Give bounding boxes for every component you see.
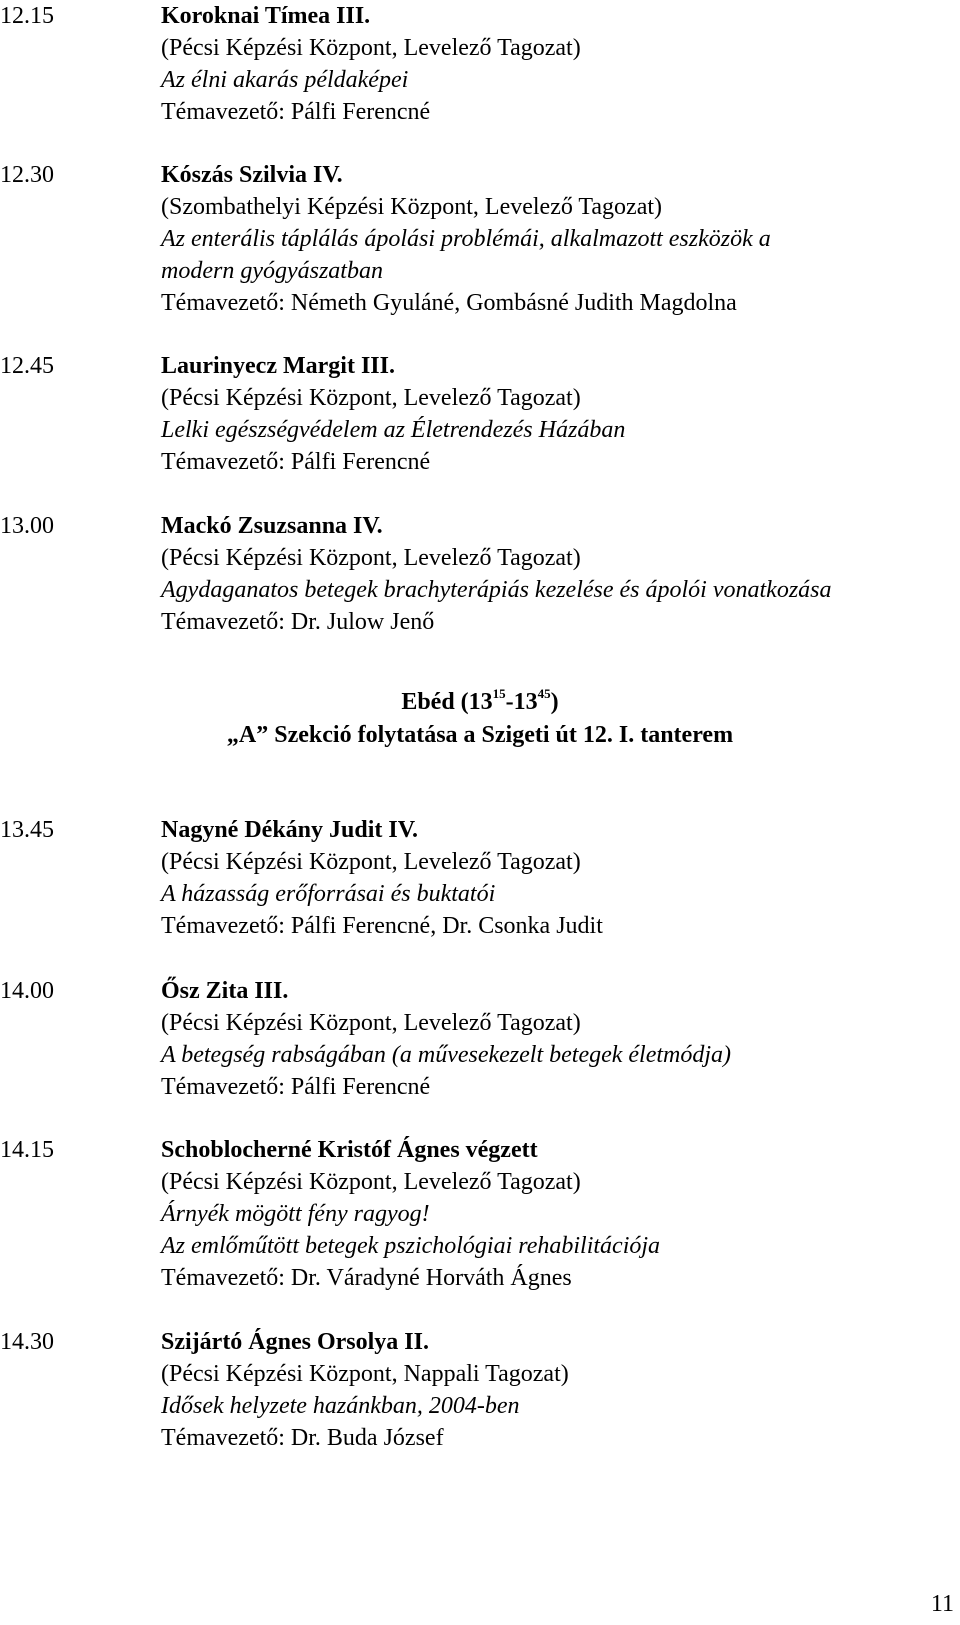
presentation-title: A betegség rabságában (a művesekezelt betegek életmódja) [161,1042,732,1068]
entry-time: 13.45 [0,817,54,843]
presentation-title: Lelki egészségvédelem az Életrendezés Házában [161,417,626,443]
entry-body [161,350,951,478]
training-center: (Pécsi Képzési Központ, Levelező Tagozat) [161,849,581,875]
entry-body [161,814,951,942]
entry-body [161,0,951,128]
presenter-name: Mackó Zsuzsanna IV. [161,513,383,539]
entry-time: 12.45 [0,353,54,379]
continuation-note: „A” Szekció folytatása a Szigeti út 12. I. tanterem [226,722,734,748]
training-center: (Pécsi Képzési Központ, Levelező Tagozat) [161,35,581,61]
page-number: 11 [930,1591,954,1617]
entry-time: 14.15 [0,1137,54,1163]
lunch-time: Ebéd $(13^{15}-13^{45})$ [401,686,559,715]
presentation-title: Az élni akarás példaképei [161,67,409,93]
presentation-title: Árnyék mögött fény ragyog! [161,1201,430,1227]
advisor: Témavezető: Pálfi Ferencné [161,1074,431,1100]
presenter-name: Nagyné Dékány Judit IV. [161,817,418,843]
presenter-name: Szijártó Ágnes Orsolya II. [161,1329,429,1355]
advisor: Témavezető: Pálfi Ferencné, Dr. Csonka Judit [161,913,603,939]
presenter-name: Kószás Szilvia IV. [161,162,343,188]
entry-time: 14.30 [0,1329,54,1355]
entry-time: 13.00 [0,513,54,539]
presenter-name: Koroknai Tímea III. [161,3,371,29]
advisor: Témavezető: Dr. Julow Jenő [161,609,435,635]
entry-body [161,975,951,1103]
presenter-name: Laurinyecz Margit III. [161,353,395,379]
training-center: (Pécsi Képzési Központ, Levelező Tagozat) [161,385,581,411]
presentation-title: Idősek helyzete hazánkban, 2004-ben [161,1393,520,1419]
advisor: Témavezető: Pálfi Ferencné [161,449,431,475]
presentation-title: Az emlőműtött betegek pszichológiai rehabilitációja [161,1233,661,1259]
entry-body [161,1134,951,1294]
presenter-name: Schoblocherné Kristóf Ágnes végzett [161,1137,538,1163]
advisor: Témavezető: Németh Gyuláné, Gombásné Judith Magdolna [161,290,737,316]
presentation-title: modern gyógyászatban [161,258,383,284]
entry-body [161,1326,951,1454]
entry-body [161,159,951,319]
advisor: Témavezető: Pálfi Ferencné [161,99,431,125]
presenter-name: Ősz Zita III. [161,978,289,1004]
training-center: (Pécsi Képzési Központ, Levelező Tagozat) [161,1010,581,1036]
entry-time: 12.15 [0,3,54,29]
entry-time: 14.00 [0,978,54,1004]
presentation-title: Az enterális táplálás ápolási problémái, alkalmazott eszközök a [161,226,771,252]
training-center: (Pécsi Képzési Központ, Levelező Tagozat) [161,1169,581,1195]
advisor: Témavezető: Dr. Buda József [161,1425,444,1451]
presentation-title: A házasság erőforrásai és buktatói [161,881,496,907]
training-center: (Szombathelyi Képzési Központ, Levelező Tagozat) [161,194,663,220]
lunch-break [0,686,960,718]
training-center: (Pécsi Képzési Központ, Levelező Tagozat) [161,545,581,571]
advisor: Témavezető: Dr. Váradyné Horváth Ágnes [161,1265,572,1291]
section-continuation [0,719,960,751]
entry-time: 12.30 [0,162,54,188]
entry-body [161,510,951,638]
presentation-title: Agydaganatos betegek brachyterápiás kezelése és ápolói vonatkozása [161,577,832,603]
training-center: (Pécsi Képzési Központ, Nappali Tagozat) [161,1361,569,1387]
